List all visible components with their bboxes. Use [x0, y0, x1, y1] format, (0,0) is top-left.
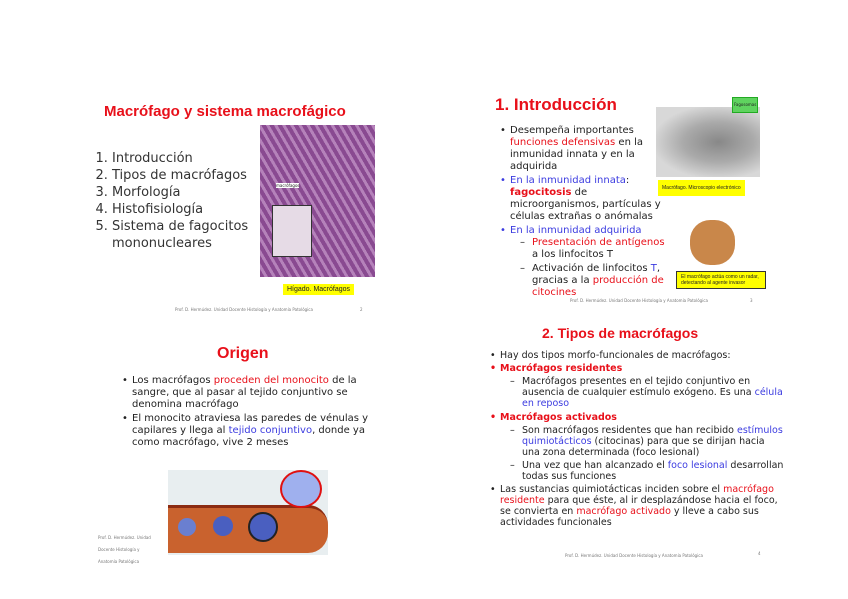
slide-title: Origen — [217, 345, 269, 362]
blood-vessel-illustration — [168, 470, 328, 555]
highlight-circle — [248, 512, 278, 542]
slide-footer: Prof. D. Hermúdez. Unidad Docente Histología y Anatomía Patológica — [98, 535, 151, 564]
electron-micrograph — [656, 107, 760, 177]
bullet-list — [120, 375, 372, 449]
list-item: • Macrófagos activados — [500, 412, 785, 423]
slide-4 — [470, 325, 784, 558]
list-item: – Presentación de antígenos a los linfocitos T — [520, 237, 670, 261]
fagosomas-label: Fagosomas — [732, 97, 758, 113]
slide-footer: Prof. D. Hermúdez. Unidad Docente Histología y Anatomía Patológica — [175, 307, 313, 312]
bullet-list — [488, 350, 785, 528]
inset-box — [272, 205, 312, 257]
slide-title: Macrófago y sistema macrofágico — [104, 103, 346, 120]
slide-footer: Prof. D. Hermúdez. Unidad Docente Histología y Anatomía Patológica — [565, 553, 703, 558]
em-caption: Macrófago. Microscopio electrónico — [658, 180, 745, 196]
list-item: • Desempeña importantes funciones defensivas en la inmunidad innata y en la adquirida — [510, 125, 670, 173]
list-item: 4. Histofisiología — [112, 201, 252, 218]
macrophage-cartoon — [690, 220, 735, 265]
list-item: • El monocito atraviesa las paredes de vénulas y capilares y llega al tejido conjuntivo, donde ya como macrófago, vive 2 meses — [132, 413, 372, 449]
page-number: 4 — [758, 551, 761, 556]
monocyte — [213, 516, 233, 536]
macrophage-circle — [280, 470, 322, 508]
image-label: macrófagos — [276, 183, 300, 188]
list-item: – Macrófagos presentes en el tejido conjuntivo en ausencia de cualquier estímulo exógeno. Es una célula en reposo — [510, 376, 785, 409]
list-item: 2. Tipos de macrófagos — [112, 167, 252, 184]
list-item: • En la inmunidad adquirida — [510, 225, 670, 237]
list-item: • Los macrófagos proceden del monocito de la sangre, que al pasar al tejido conjuntivo se denomina macrófago — [132, 375, 372, 411]
bullet-list — [498, 125, 670, 299]
slide-2 — [470, 95, 770, 305]
monocyte — [178, 518, 196, 536]
list-item: • En la inmunidad innata: fagocitosis de microorganismos, partículas y células extrañas o anómalas — [510, 175, 670, 223]
list-item: 1. Introducción — [112, 150, 252, 167]
page-number: 2 — [360, 307, 363, 312]
slide-3 — [90, 340, 380, 564]
slide-title: 1. Introducción — [495, 95, 617, 114]
list-item: 3. Morfología — [112, 184, 252, 201]
list-item: – Una vez que han alcanzado el foco lesional desarrollan todas sus funciones — [510, 460, 785, 482]
page-number: 3 — [750, 298, 753, 303]
list-item: • Macrófagos residentes — [500, 363, 785, 374]
slide-footer: Prof. D. Hermúdez. Unidad Docente Histología y Anatomía Patológica — [570, 298, 708, 303]
slide-title: 2. Tipos de macrófagos — [542, 325, 699, 341]
outline-list — [90, 150, 252, 252]
list-item: • Hay dos tipos morfo-funcionales de macrófagos: — [500, 350, 785, 361]
slide-1 — [90, 95, 380, 320]
list-item: • Las sustancias quimiotácticas inciden sobre el macrófago residente para que éste, al ir desplazándose hacia el foco, se convierta en macrófago activado y lleve a cabo sus actividades funcionales — [500, 484, 785, 528]
list-item: 5. Sistema de fagocitos mononucleares — [112, 218, 252, 252]
cartoon-caption: El macrófago actúa como un radar, detectando al agente invasor — [676, 271, 766, 289]
list-item: – Son macrófagos residentes que han recibido estímulos quimiotácticos (citocinas) para que se dirijan hacia una zona determinada (foco lesional) — [510, 425, 785, 458]
image-caption: Hígado. Macrófagos — [283, 284, 354, 295]
liver-histology-image — [260, 125, 375, 277]
list-item: – Activación de linfocitos T, gracias a la producción de citocines — [520, 263, 670, 299]
